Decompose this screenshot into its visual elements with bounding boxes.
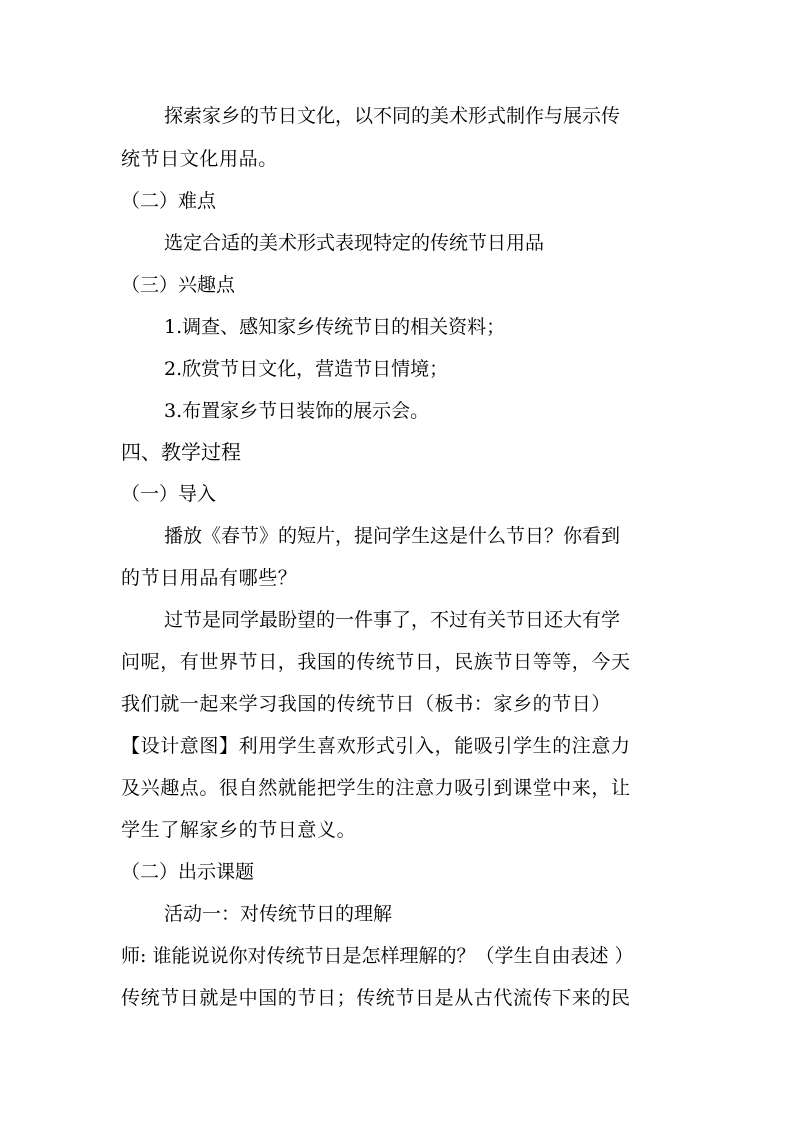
paragraph-line: 学生了解家乡的节日意义。 bbox=[121, 819, 357, 841]
paragraph-line: 统节日文化用品。 bbox=[121, 148, 278, 170]
list-item: 2.欣赏节日文化，营造节日情境； bbox=[164, 358, 449, 380]
paragraph-line: 的节日用品有哪些？ bbox=[121, 567, 298, 589]
section-heading: 四、教学过程 bbox=[121, 440, 241, 464]
paragraph-line: 及兴趣点。很自然就能把学生的注意力吸引到课堂中来，让 bbox=[121, 777, 631, 799]
section-subheading: （三）兴趣点 bbox=[121, 274, 236, 296]
section-subheading: （二）出示课题 bbox=[121, 861, 255, 883]
paragraph-line: 播放《春节》的短片，提问学生这是什么节日？你看到 bbox=[164, 525, 621, 547]
section-subheading: （一）导入 bbox=[121, 483, 217, 505]
section-subheading: （二）难点 bbox=[121, 190, 217, 212]
paragraph-line: 传统节日就是中国的节日；传统节日是从古代流传下来的民 bbox=[121, 987, 631, 1009]
paragraph-line: 问呢，有世界节日，我国的传统节日，民族节日等等，今天 bbox=[121, 651, 631, 673]
paragraph-line: 探索家乡的节日文化，以不同的美术形式制作与展示传 bbox=[164, 105, 621, 127]
design-intent-line: 【设计意图】利用学生喜欢形式引入，能吸引学生的注意力 bbox=[121, 735, 631, 757]
paragraph-line: 选定合适的美术形式表现特定的传统节日用品 bbox=[164, 232, 545, 254]
list-item: 3.布置家乡节日装饰的展示会。 bbox=[164, 400, 430, 422]
paragraph-line: 师: 谁能说说你对传统节日是怎样理解的？（学生自由表述 ） bbox=[121, 945, 634, 967]
paragraph-line: 过节是同学最盼望的一件事了，不过有关节日还大有学 bbox=[164, 609, 621, 631]
list-item: 1.调查、感知家乡传统节日的相关资料； bbox=[164, 316, 506, 338]
paragraph-line: 我们就一起来学习我国的传统节日（板书：家乡的节日） bbox=[121, 693, 612, 715]
activity-title: 活动一：对传统节日的理解 bbox=[164, 903, 393, 925]
